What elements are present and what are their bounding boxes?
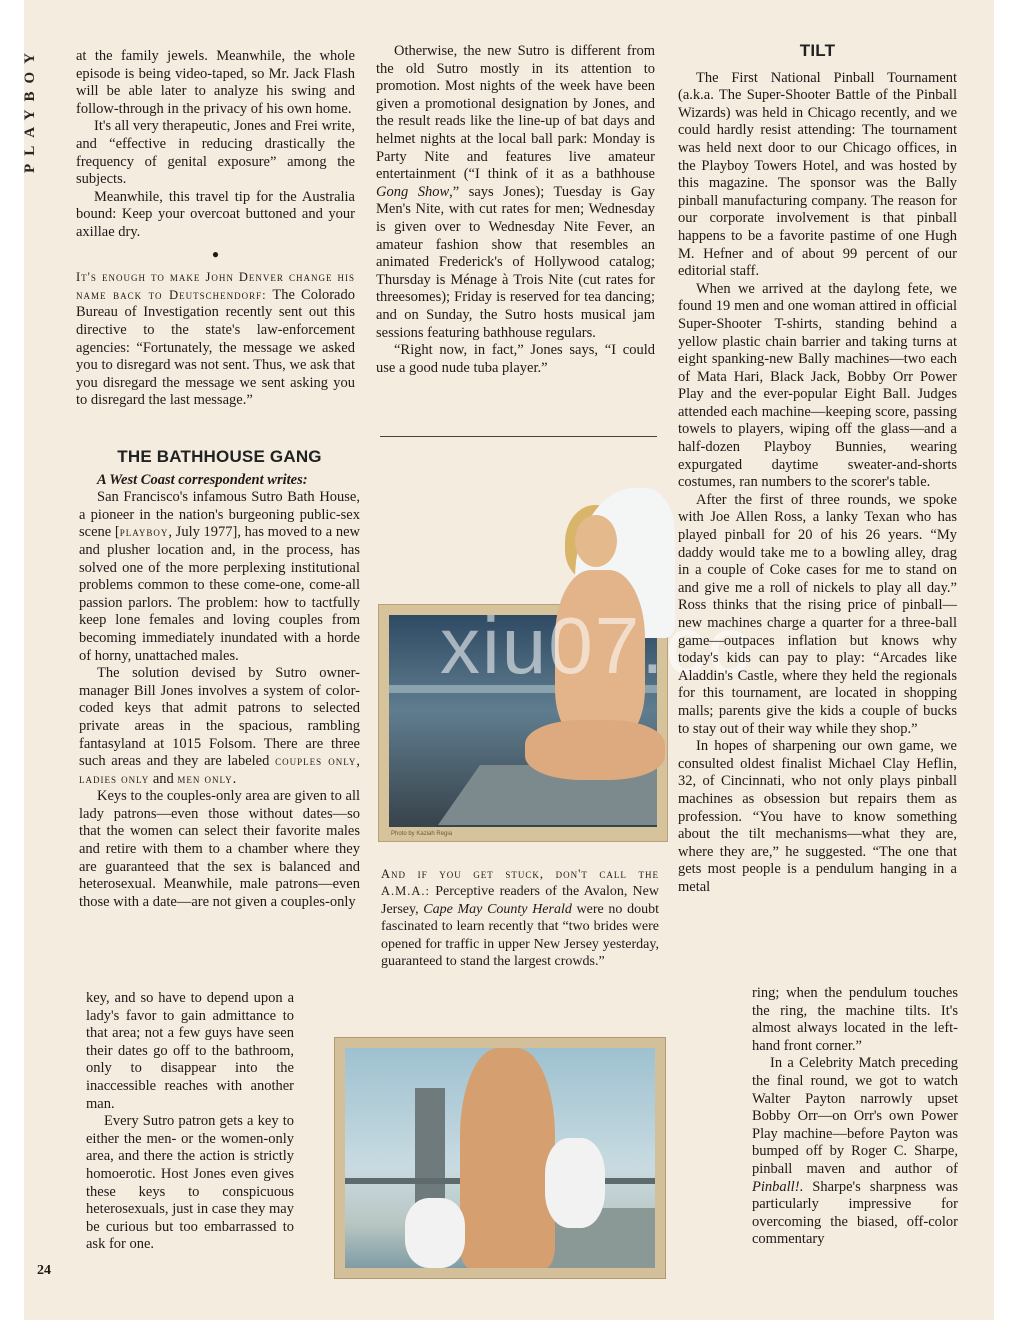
figure-legs: [525, 720, 665, 780]
body-text: , July 1977], has moved to a new and plusher location and, in the process, has solved one of the more perplexing institutional problems common to these come-one, come-all passion parlors. The problem: how to tactfully keep lone females and loving couples from becoming immediately inundated with a horde of horny, unattached males.: [79, 524, 360, 664]
column-2: [376, 43, 655, 377]
body-text: . Sharpe's sharpness was particularly impressive for overcoming the biased, off-color commentary: [752, 1178, 958, 1248]
paragraph: In hopes of sharpening our own game, we consulted oldest finalist Michael Clay Heflin, 32, of Cincinnati, who not only plays pinball machines as obsession but repairs them as profession. “You have to know something about the tilt mechanisms—what they are, where they are,” he suggested. “The one that gets most people is a pendulum hanging in a metal: [678, 738, 957, 895]
photo-credit: Photo by Kaziah Regia: [391, 831, 453, 837]
italic-title: Gong Show: [376, 183, 450, 200]
paragraph: at the family jewels. Meanwhile, the whole episode is being video-taped, so Mr. Jack Flash will be able later to analyze his swing and follow-through in the privacy of his own home.: [76, 48, 355, 117]
book-title: Pinball!: [752, 1178, 800, 1195]
small-caps-text: ladies only: [79, 771, 150, 786]
masthead: PLAYBOY: [22, 45, 38, 173]
small-caps-text: playboy: [119, 525, 169, 540]
paragraph: Every Sutro patron gets a key to either the men- or the women-only area, and there the action is strictly homoerotic. Host Jones even gives these keys to conspicuous heterosexuals, just in case they may be curious but too embarrassed to ask for one.: [86, 1113, 294, 1253]
byline-text: A West Coast correspondent writes:: [97, 471, 308, 488]
paragraph: “Right now, in fact,” Jones says, “I could use a good nude tuba player.”: [376, 342, 655, 376]
body-text: The Colorado Bureau of Investigation recently sent out this directive to the state's law-enforcement agencies: “Fortunately, the message we asked you to disregard was not sent. Thus, we ask that you disregard the message we sent asking you to disregard the last message.”: [76, 286, 355, 409]
page-number: 24: [37, 1263, 51, 1278]
body-text: San Francisco's infamous Sutro Bath House, a pioneer in the nation's burgeoning public-sex scene [: [79, 489, 360, 541]
paragraph: Keys to the couples-only area are given to all lady patrons—even those without dates—so that the women can select their favorite males and retire with them to a chamber where they are guaranteed that the sex is balanced and heterosexual. Meanwhile, male patrons—even those with a date—are not given a couples-only: [79, 788, 360, 910]
column-3: [678, 42, 957, 897]
paragraph: After the first of three rounds, we spoke with Joe Allen Ross, a lanky Texan who has played pinball for 20 of his 26 years. “My daddy would take me to a bowling alley, drag in a couple of Coke cases for me to stand on and give me a roll of nickels to play all day.” Ross thinks that the rising price of pinball—new machines charge a quarter for a three-ball game—outpaces inflation but knows why today's kids can pay to play: “Arcades like Aladdin's Castle, where they held the regionals for this tournament, are located in shopping malls; parents give the kids a couple of bucks to stay out of their way while they shop.”: [678, 491, 957, 737]
photo-bridge-postcard: [334, 1037, 666, 1279]
body-text: Perceptive readers of the Avalon, New Jersey,: [381, 884, 659, 917]
paragraph: [76, 269, 355, 410]
photo-caption: [381, 866, 659, 970]
body-text: In a Celebrity Match preceding the final round, we got to watch Walter Payton narrowly upset Bobby Orr—on Orr's own Power Play machine—before Payton was bumped off by Roger C. Sharpe, pinball maven and author of: [752, 1055, 958, 1177]
body-text: ,” says Jones); Tuesday is Gay Men's Nite, with cut rates for men; Wednesday is given over to Wednesday Nite Fever, an amateur fashion show that resembles an animated Frederick's of Hollywood catalog; Thursday is Ménage à Trois Nite (cut rates for threesomes); Friday is reserved for tea dancing; and on Sunday, the Sutro hosts musical jam sessions featuring bathhouse regulars.: [376, 183, 655, 341]
byline: [79, 472, 360, 490]
lead-in: It's enough to make John Denver change his name back to Deutschendorf:: [76, 270, 355, 302]
paragraph: [376, 43, 655, 342]
paragraph: [79, 489, 360, 665]
column-rule: [380, 436, 657, 437]
newspaper-title: Cape May County Herald: [423, 901, 572, 917]
paragraph: When we arrived at the daylong fete, we found 19 men and one woman attired in official Super-Shooter T-shirts, standing behind a yellow plastic chain barrier and taking turns at eight spanking-new Bally machines—two each of Mata Hari, Black Jack, Bobby Orr Power Play and the ever-popular Eight Ball. Judges attended each machine—keeping score, passing towels to players, wiping off the glass—and a half-dozen Playboy Bunnies, wearing expurgated daytime sweater-and-shorts costumes, ran numbers to the scorer's table.: [678, 280, 957, 491]
postcard-scene: [345, 1048, 655, 1268]
small-caps-text: couples only: [275, 754, 357, 769]
body-text: ,: [356, 753, 360, 770]
body-text: and: [149, 770, 178, 787]
glove-left: [405, 1198, 465, 1268]
column-1-bathhouse: [79, 448, 360, 911]
paragraph: Meanwhile, this travel tip for the Australia bound: Keep your overcoat buttoned and your axillae dry.: [76, 188, 355, 240]
section-heading-tilt: TILT: [799, 41, 836, 60]
section-heading-bathhouse: THE BATHHOUSE GANG: [117, 447, 322, 466]
paragraph: The First National Pinball Tournament (a.k.a. The Super-Shooter Battle of the Pinball Wizards) was held in Chicago recently, and we could hardly resist attending: The tournament was held next door to our Chicago offices, in the Playboy Towers Hotel, and was hosted by this magazine. The sponsor was the Bally pinball manufacturing company. The reason for our corporate involvement is that pinball happens to be a favorite pastime of one Hugh M. Hefner and of about 99 percent of our editorial staff.: [678, 69, 957, 280]
paragraph: [79, 665, 360, 788]
glove-right: [545, 1138, 605, 1228]
page-margin-left: [0, 0, 24, 1320]
column-1-bottom: [86, 990, 294, 1254]
watermark: xiu07.co: [440, 601, 754, 690]
figure-head: [575, 515, 617, 567]
paragraph: ring; when the pendulum touches the ring, the machine tilts. It's almost always located in the left-hand front corner.”: [752, 985, 958, 1054]
paragraph: It's all very therapeutic, Jones and Frei write, and “effective in reducing drastically the frequency of genital exposure” among the subjects.: [76, 118, 355, 188]
body-text: were no doubt fascinated to learn recently that “two brides were opened for traffic in upper New Jersey yesterday, guaranteed to stand the largest crowds.”: [381, 901, 660, 970]
caption-text: [381, 866, 659, 970]
body-text: The solution devised by Sutro owner-manager Bill Jones involves a system of color-coded keys that admit patrons to selected private areas in the spacious, rambling fantasyland at 1015 Folsom. There are three such areas and they are labeled: [79, 665, 360, 770]
figure-body: [555, 570, 645, 740]
paragraph: [752, 1055, 958, 1249]
column-1-top: [76, 48, 355, 410]
page-margin-right: [994, 0, 1020, 1320]
body-text: .: [232, 770, 237, 787]
lead-in: And if you get stuck, don't call the A.M.A.:: [381, 867, 659, 899]
body-text: Otherwise, the new Sutro is different from the old Sutro mostly in its attention to promotion. Most nights of the week have been given a promotional designation by Jones, and the result reads like the line-up of bat days and helmet nights at the local ball park: Monday is Party Nite and features live amateur entertainment (“I think of it as a bathhouse: [376, 43, 655, 183]
small-caps-text: men only: [177, 771, 233, 786]
section-bullet: ●: [211, 246, 220, 261]
column-3-bottom: [752, 985, 958, 1249]
figure-torso: [460, 1048, 555, 1268]
paragraph: key, and so have to depend upon a lady's favor to gain admittance to that area; not a few guys have seen their dates go off to the bathroom, only to disappear into the inaccessible reaches with another man.: [86, 990, 294, 1112]
